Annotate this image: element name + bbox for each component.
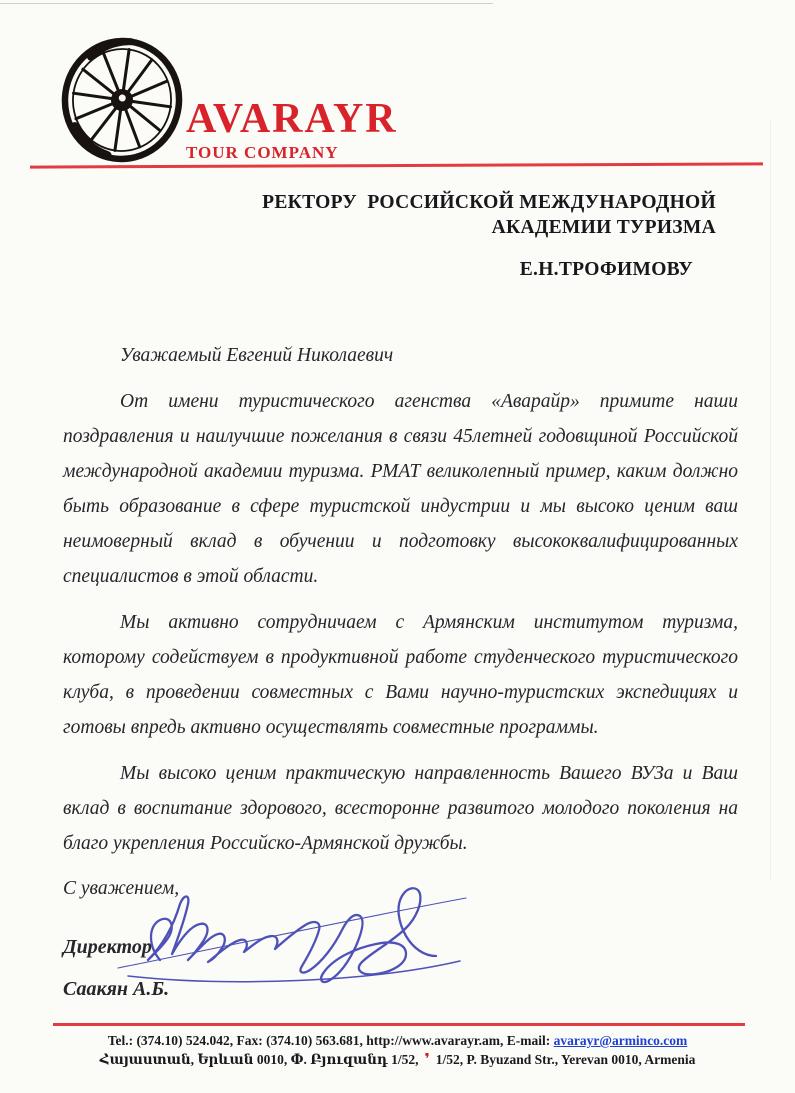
recipient-block — [250, 190, 716, 282]
brand-subtitle: TOUR COMPANY — [186, 143, 339, 162]
closing-line: С уважением, — [63, 878, 180, 899]
paragraph-3: Мы высоко ценим практическую направленность Вашего ВУЗа и Ваш вклад в воспитание здорового, всесторонне развитого молодого поколения на благо укрепления Российско-Армянской дружбы. — [63, 763, 738, 854]
recipient-name: Е.Н.ТРОФИМОВУ — [519, 259, 693, 280]
signer-name: Саакян А.Б. — [63, 978, 170, 1000]
footer-address-armenian: Հայաստան, Երևան 0010, Փ. Բյուզանդ 1/52, — [99, 1052, 419, 1067]
footer-contact-text: Tel.: (374.10) 524.042, Fax: (374.10) 563.681, http://www.avarayr.am, E-mail: — [107, 1033, 554, 1048]
handwritten-signature — [108, 868, 480, 990]
wagon-wheel-icon — [57, 36, 189, 166]
salutation: Уважаемый Евгений Николаевич — [120, 345, 394, 366]
recipient-line-2: АКАДЕМИИ ТУРИЗМА — [491, 217, 716, 238]
recipient-line-1: РЕКТОРУ РОССИЙСКОЙ МЕЖДУНАРОДНОЙ — [262, 192, 716, 213]
signer-title: Директор — [63, 936, 152, 958]
footer-divider — [53, 1023, 745, 1026]
brand-block — [186, 97, 398, 163]
footer-contact-line — [0, 1031, 795, 1050]
footer-address-line — [0, 1050, 795, 1070]
footer-address-english: 1/52, P. Byuzand Str., Yerevan 0010, Armenia — [435, 1052, 696, 1067]
email-link: avarayr@arminco.com — [553, 1033, 688, 1048]
paragraph-1: От имени туристического агенства «Аварайр» примите наши поздравления и наилучшие пожелания в связи 45летней годовщиной Российской международной академии туризма. РМАТ великолепный пример, каким должно быть образование в сфере туристской индустрии и мы высоко ценим ваш неимоверный вклад в обучении и подготовку высококвалифицированных специалистов в этой области. — [63, 391, 738, 587]
scan-artifact-line — [0, 3, 493, 4]
footer-block — [0, 1031, 795, 1070]
scan-artifact-line — [770, 120, 771, 880]
paragraph-2: Мы активно сотрудничаем с Армянским институтом туризма, которому содействуем в продуктивной работе студенческого туристического клуба, в проведении совместных с Вами научно-туристских экспедициях и готовы впредь активно осуществлять совместные программы. — [63, 612, 738, 738]
red-comma-ornament-icon: ❜ — [424, 1052, 430, 1068]
brand-name: AVARAYR — [186, 96, 398, 142]
